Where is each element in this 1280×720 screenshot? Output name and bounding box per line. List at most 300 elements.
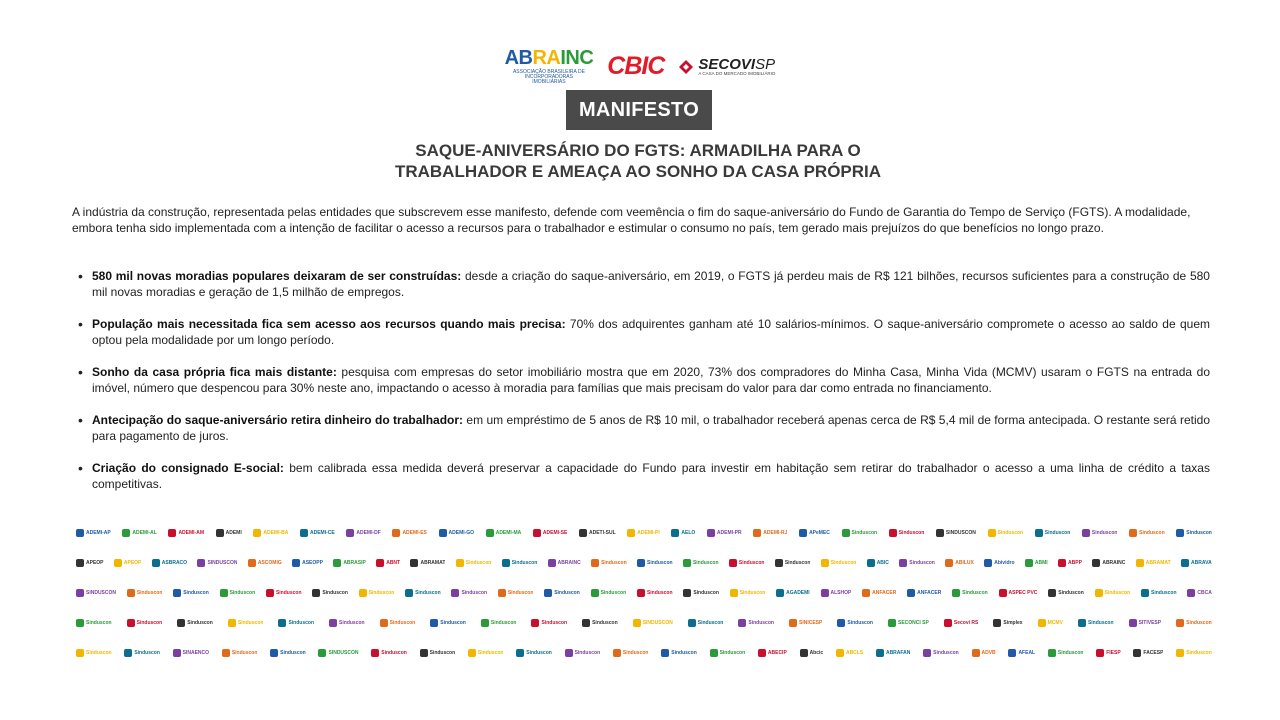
bullet-text: pesquisa com empresas do setor imobiliário mostra que em 2020, 73% dos compradores do Minha Casa, Minha Vida (MCMV) usaram o FGTS na entrada do imóvel, número que despencou para 30% neste ano, impactando o acesso à moradia para famílias que mais precisam do valor para dar como entrada no financiamento. [92, 365, 1210, 395]
sponsor-mark-icon [76, 529, 84, 537]
sponsor-name: Sinduscon [622, 650, 649, 656]
sponsor-name: APEOP [86, 560, 104, 566]
sponsor-logo [420, 645, 456, 661]
sponsor-logo [591, 555, 627, 571]
sponsor-logo [430, 615, 466, 631]
sponsor-logo [533, 525, 567, 541]
sponsor-mark-icon [988, 529, 996, 537]
sponsor-logo [124, 645, 160, 661]
sponsor-name: Sinduscon [465, 560, 492, 566]
sponsor-mark-icon [127, 589, 135, 597]
sponsor-logo [923, 645, 959, 661]
sponsor-logo [248, 555, 282, 571]
sponsor-logo [627, 525, 660, 541]
sponsor-name: ADEMI-DF [356, 530, 381, 536]
sponsor-name: Sinduscon [322, 590, 348, 596]
sponsor-mark-icon [1176, 619, 1184, 627]
sponsor-name: ABIC [876, 560, 889, 566]
sponsor-name: ASCOMIG [257, 560, 282, 566]
sponsor-logo [76, 615, 112, 631]
sponsor-name: Sinduscon [1091, 530, 1118, 536]
sponsor-mark-icon [548, 559, 556, 567]
bullet-list [76, 268, 1210, 508]
sponsor-name: Sinduscon [692, 560, 719, 566]
sponsor-mark-icon [952, 589, 960, 597]
sponsor-logo-grid [76, 518, 1212, 668]
sponsor-logo [76, 555, 104, 571]
page-title-line-2: TRABALHADOR E AMEAÇA AO SONHO DA CASA PRÓPRIA [394, 162, 882, 181]
sponsor-name: ADEMI [225, 530, 242, 536]
sponsor-logo [888, 615, 929, 631]
sponsor-name: ADEMI-MA [495, 530, 522, 536]
sponsor-name: Sinduscon [389, 620, 416, 626]
sponsor-name: ADEMI-SE [542, 530, 568, 536]
sponsor-name: ABRAINC [557, 560, 581, 566]
sponsor-mark-icon [753, 529, 761, 537]
bullet-text: desde a criação do saque-aniversário, em 2019, o FGTS já perdeu mais de R$ 121 bilhões, recursos suficientes para a construção de 580 mil novas moradias e geração de 1,5 milhão de empregos. [92, 269, 1210, 299]
sponsor-name: Sinduscon [738, 560, 765, 566]
sponsor-name: Sinduscon [1104, 590, 1131, 596]
sponsor-name: Sinduscon [507, 590, 534, 596]
sponsor-mark-icon [993, 619, 1001, 627]
sponsor-mark-icon [789, 619, 797, 627]
sponsor-name: Sinduscon [1186, 650, 1212, 656]
sponsor-logo [1133, 645, 1163, 661]
sponsor-name: Sinduscon [962, 590, 988, 596]
sponsor-logo [633, 615, 673, 631]
sponsor-mark-icon [451, 589, 459, 597]
sponsor-mark-icon [821, 589, 829, 597]
sponsor-mark-icon [776, 589, 784, 597]
sponsor-row [76, 578, 1212, 608]
sponsor-mark-icon [637, 559, 645, 567]
secovi-logo: SECOVISP A CASA DO MERCADO IMOBILIÁRIO [678, 57, 775, 77]
sponsor-name: Sinduscon [86, 650, 112, 656]
sponsor-logo [177, 615, 213, 631]
sponsor-logo [582, 615, 618, 631]
sponsor-row [76, 638, 1212, 668]
sponsor-logo [1176, 615, 1212, 631]
sponsor-name: SITIVESP [1138, 620, 1162, 626]
sponsor-mark-icon [627, 529, 635, 537]
sponsor-logo [1095, 585, 1131, 601]
sponsor-mark-icon [613, 649, 621, 657]
sponsor-logo [173, 585, 209, 601]
sponsor-name: ABCLS [845, 650, 864, 656]
sponsor-name: ADETI-SUL [588, 530, 616, 536]
sponsor-name: Sinduscon [368, 590, 395, 596]
bullet-heading: 580 mil novas moradias populares deixaram de ser construídas: [92, 269, 462, 283]
sponsor-name: Sinduscon [477, 650, 504, 656]
sponsor-name: Sinduscon [601, 560, 627, 566]
sponsor-logo [152, 555, 187, 571]
sponsor-name: Sinduscon [933, 650, 959, 656]
sponsor-name: ALSHOP [830, 590, 852, 596]
bullet-text: em um empréstimo de 5 anos de R$ 10 mil, o trabalhador receberá apenas cerca de R$ 5,4 mil de forma antecipada. O restante será retido para pagamento de juros. [92, 413, 1210, 443]
sponsor-mark-icon [486, 529, 494, 537]
sponsor-logo [1078, 615, 1114, 631]
sponsor-mark-icon [168, 529, 176, 537]
sponsor-name: AGADEMI [786, 590, 810, 596]
sponsor-logo [312, 585, 348, 601]
sponsor-name: Sinduscon [748, 620, 774, 626]
sponsor-name: CBCA [1197, 590, 1212, 596]
sponsor-mark-icon [127, 619, 135, 627]
sponsor-mark-icon [371, 649, 379, 657]
sponsor-mark-icon [173, 589, 181, 597]
sponsor-name: ADEMI-AL [132, 530, 157, 536]
sponsor-logo [222, 645, 258, 661]
sponsor-logo [710, 645, 746, 661]
sponsor-logo [799, 525, 830, 541]
sponsor-name: Sinduscon [739, 590, 766, 596]
sponsor-logo [292, 555, 323, 571]
sponsor-name: Secovi RS [953, 620, 979, 626]
sponsor-mark-icon [197, 559, 205, 567]
sponsor-mark-icon [842, 529, 850, 537]
sponsor-logo [216, 525, 242, 541]
sponsor-name: ADEMI-BA [263, 530, 289, 536]
sponsor-name: Sinduscon [541, 620, 568, 626]
sponsor-name: Sinduscon [697, 620, 724, 626]
sponsor-name: Sinduscon [554, 590, 580, 596]
sponsor-mark-icon [430, 619, 438, 627]
sponsor-name: Sinduscon [461, 590, 488, 596]
secovi-mark-icon [678, 59, 694, 75]
sponsor-mark-icon [544, 589, 552, 597]
sponsor-logo [439, 525, 475, 541]
sponsor-name: ABRAINC [1102, 560, 1126, 566]
sponsor-logo [1008, 645, 1035, 661]
sponsor-mark-icon [376, 559, 384, 567]
sponsor-mark-icon [671, 529, 679, 537]
sponsor-name: Sinduscon [646, 590, 673, 596]
bullet-item [76, 460, 1210, 492]
sponsor-logo [410, 555, 445, 571]
sponsor-name: Sinduscon [415, 590, 441, 596]
sponsor-mark-icon [1181, 559, 1189, 567]
sponsor-logo [1141, 585, 1177, 601]
sponsor-logo [481, 615, 517, 631]
sponsor-name: Sinduscon [134, 650, 160, 656]
sponsor-logo [278, 615, 314, 631]
sponsor-mark-icon [637, 589, 645, 597]
sponsor-row [76, 518, 1212, 548]
sponsor-name: Sinduscon [511, 560, 538, 566]
sponsor-mark-icon [867, 559, 875, 567]
sponsor-logo [266, 585, 302, 601]
sponsor-logo [837, 615, 873, 631]
sponsor-mark-icon [173, 649, 181, 657]
sponsor-logo [738, 615, 774, 631]
sponsor-name: Sinduscon [1057, 650, 1084, 656]
sponsor-logo [579, 525, 616, 541]
sponsor-mark-icon [312, 589, 320, 597]
sponsor-logo [1176, 645, 1212, 661]
sponsor-mark-icon [533, 529, 541, 537]
sponsor-logo [671, 525, 695, 541]
sponsor-logo [1058, 555, 1082, 571]
sponsor-mark-icon [266, 589, 274, 597]
sponsor-name: ABRAVA [1191, 560, 1212, 566]
sponsor-name: ANFACER [872, 590, 897, 596]
sponsor-logo [836, 645, 863, 661]
sponsor-mark-icon [177, 619, 185, 627]
sponsor-name: Sinduscon [1139, 530, 1165, 536]
sponsor-logo [683, 585, 719, 601]
sponsor-name: Sinduscon [693, 590, 719, 596]
header-logos [0, 48, 1280, 85]
sponsor-logo [300, 525, 335, 541]
sponsor-name: Sinduscon [490, 620, 517, 626]
sponsor-mark-icon [738, 619, 746, 627]
sponsor-name: Sinduscon [440, 620, 466, 626]
sponsor-mark-icon [114, 559, 122, 567]
sponsor-mark-icon [730, 589, 738, 597]
sponsor-mark-icon [516, 649, 524, 657]
sponsor-mark-icon [270, 649, 278, 657]
sponsor-mark-icon [1092, 559, 1100, 567]
sponsor-logo [548, 555, 581, 571]
sponsor-logo [707, 525, 742, 541]
sponsor-logo [1048, 645, 1084, 661]
sponsor-logo [173, 645, 209, 661]
sponsor-name: ADVB [981, 650, 996, 656]
sponsor-mark-icon [972, 649, 980, 657]
sponsor-mark-icon [152, 559, 160, 567]
sponsor-name: Abividro [994, 560, 1015, 566]
sponsor-mark-icon [300, 529, 308, 537]
sponsor-mark-icon [216, 529, 224, 537]
sponsor-logo [775, 555, 811, 571]
sponsor-mark-icon [936, 529, 944, 537]
sponsor-mark-icon [1187, 589, 1195, 597]
abrainc-logo: ABRAINC ASSOCIAÇÃO BRASILEIRA DE INCORPORADORAS IMOBILIÁRIAS [504, 47, 594, 85]
sponsor-name: SINICESP [798, 620, 823, 626]
sponsor-name: Sinduscon [288, 620, 314, 626]
sponsor-logo [876, 645, 910, 661]
sponsor-name: ABPP [1068, 560, 1082, 566]
sponsor-logo [907, 585, 941, 601]
sponsor-name: Sinduscon [136, 620, 163, 626]
sponsor-name: Sinduscon [1186, 530, 1212, 536]
sponsor-name: ABRAFAN [885, 650, 911, 656]
bullet-text: bem calibrada essa medida deverá preservar a capacidade do Fundo para investir em habitação sem retirar do trabalhador o acesso a uma linha de crédito a taxas competitivas. [92, 461, 1210, 491]
sponsor-logo [944, 615, 978, 631]
sponsor-name: Sinduscon [275, 590, 302, 596]
cbic-logo: CBIC [607, 52, 665, 80]
sponsor-name: Sinduscon [830, 560, 857, 566]
sponsor-name: ASBRACO [161, 560, 188, 566]
sponsor-mark-icon [579, 529, 587, 537]
sponsor-logo [1181, 555, 1212, 571]
sponsor-name: Sinduscon [1058, 590, 1084, 596]
sponsor-name: APeMEC [809, 530, 830, 536]
sponsor-mark-icon [758, 649, 766, 657]
sponsor-name: AELO [681, 530, 696, 536]
sponsor-logo [661, 645, 697, 661]
sponsor-logo [371, 645, 407, 661]
sponsor-logo [1096, 645, 1120, 661]
sponsor-mark-icon [683, 589, 691, 597]
sponsor-mark-icon [76, 589, 84, 597]
sponsor-mark-icon [456, 559, 464, 567]
sponsor-logo [936, 525, 976, 541]
sponsor-mark-icon [800, 649, 808, 657]
sponsor-logo [730, 585, 766, 601]
sponsor-row [76, 608, 1212, 638]
page-title [0, 140, 1276, 182]
sponsor-mark-icon [380, 619, 388, 627]
sponsor-name: Sinduscon [231, 650, 258, 656]
bullet-item [76, 316, 1210, 348]
sponsor-name: ADEMI-GO [448, 530, 475, 536]
sponsor-mark-icon [862, 589, 870, 597]
sponsor-logo [1038, 615, 1063, 631]
sponsor-mark-icon [329, 619, 337, 627]
sponsor-name: Sinduscon [187, 620, 213, 626]
sponsor-logo [613, 645, 649, 661]
sponsor-logo [346, 525, 380, 541]
sponsor-name: SINAENCO [182, 650, 210, 656]
sponsor-mark-icon [359, 589, 367, 597]
sponsor-mark-icon [124, 649, 132, 657]
sponsor-logo [842, 525, 878, 541]
sponsor-logo [1129, 615, 1162, 631]
sponsor-name: Sinduscon [784, 560, 811, 566]
sponsor-mark-icon [278, 619, 286, 627]
sponsor-logo [1187, 585, 1211, 601]
sponsor-name: Sinduscon [429, 650, 456, 656]
sponsor-name: Sinduscon [647, 560, 673, 566]
sponsor-mark-icon [688, 619, 696, 627]
sponsor-name: Sinduscon [671, 650, 697, 656]
sponsor-name: Sinduscon [526, 650, 552, 656]
bullet-heading: Criação do consignado E-social: [92, 461, 284, 475]
sponsor-mark-icon [683, 559, 691, 567]
sponsor-name: Sinduscon [909, 560, 935, 566]
sponsor-mark-icon [76, 649, 84, 657]
sponsor-logo [753, 525, 787, 541]
sponsor-name: ABRASIP [343, 560, 366, 566]
sponsor-logo [486, 525, 522, 541]
sponsor-name: FACESP [1143, 650, 1164, 656]
sponsor-mark-icon [392, 529, 400, 537]
sponsor-mark-icon [1136, 559, 1144, 567]
sponsor-logo [952, 585, 988, 601]
sponsor-logo [122, 525, 156, 541]
bullet-item [76, 268, 1210, 300]
sponsor-logo [333, 555, 366, 571]
sponsor-mark-icon [821, 559, 829, 567]
sponsor-mark-icon [945, 559, 953, 567]
sponsor-name: ASPEC PVC [1008, 590, 1038, 596]
sponsor-name: Sinduscon [136, 590, 163, 596]
sponsor-mark-icon [565, 649, 573, 657]
sponsor-logo [516, 645, 552, 661]
sponsor-mark-icon [984, 559, 992, 567]
sponsor-logo [1025, 555, 1048, 571]
sponsor-name: ADEMI-RJ [763, 530, 788, 536]
sponsor-logo [1035, 525, 1071, 541]
sponsor-mark-icon [899, 559, 907, 567]
sponsor-logo [988, 525, 1024, 541]
sponsor-logo [76, 645, 112, 661]
sponsor-mark-icon [439, 529, 447, 537]
sponsor-mark-icon [228, 619, 236, 627]
sponsor-mark-icon [1129, 529, 1137, 537]
sponsor-name: MCMV [1047, 620, 1063, 626]
sponsor-logo [127, 585, 163, 601]
sponsor-name: Sinduscon [592, 620, 618, 626]
sponsor-mark-icon [76, 559, 84, 567]
sponsor-mark-icon [253, 529, 261, 537]
sponsor-logo [380, 615, 416, 631]
sponsor-mark-icon [907, 589, 915, 597]
sponsor-logo [683, 555, 719, 571]
manifesto-badge: MANIFESTO [566, 90, 712, 130]
sponsor-name: AFEAL [1018, 650, 1036, 656]
sponsor-mark-icon [1048, 589, 1056, 597]
sponsor-name: SINDUSCON [642, 620, 673, 626]
sponsor-name: Sinduscon [1150, 590, 1177, 596]
sponsor-mark-icon [1082, 529, 1090, 537]
sponsor-logo [637, 585, 673, 601]
sponsor-logo [456, 555, 492, 571]
sponsor-name: ABILUX [955, 560, 974, 566]
sponsor-mark-icon [999, 589, 1007, 597]
sponsor-logo [114, 555, 142, 571]
sponsor-mark-icon [661, 649, 669, 657]
sponsor-mark-icon [923, 649, 931, 657]
sponsor-logo [359, 585, 395, 601]
sponsor-mark-icon [410, 559, 418, 567]
sponsor-mark-icon [248, 559, 256, 567]
sponsor-name: Sinduscon [1087, 620, 1114, 626]
sponsor-name: SECONCI SP [897, 620, 929, 626]
sponsor-name: SINDUSCON [945, 530, 976, 536]
sponsor-name: ASEOPP [302, 560, 323, 566]
sponsor-logo [821, 585, 852, 601]
sponsor-mark-icon [710, 649, 718, 657]
sponsor-mark-icon [1078, 619, 1086, 627]
sponsor-mark-icon [1008, 649, 1016, 657]
sponsor-name: Sinduscon [847, 620, 873, 626]
sponsor-name: Sinduscon [600, 590, 627, 596]
sponsor-name: Sinduscon [229, 590, 256, 596]
sponsor-logo [127, 615, 163, 631]
sponsor-logo [1136, 555, 1171, 571]
sponsor-row [76, 548, 1212, 578]
sponsor-logo [1048, 585, 1084, 601]
sponsor-logo [758, 645, 787, 661]
sponsor-mark-icon [468, 649, 476, 657]
sponsor-mark-icon [582, 619, 590, 627]
sponsor-name: Sinduscon [719, 650, 746, 656]
sponsor-logo [329, 615, 365, 631]
sponsor-logo [502, 555, 538, 571]
sponsor-logo [392, 525, 426, 541]
sponsor-name: Sinduscon [574, 650, 601, 656]
sponsor-mark-icon [889, 529, 897, 537]
sponsor-name: ADEMI-AP [86, 530, 111, 536]
sponsor-logo [253, 525, 288, 541]
sponsor-mark-icon [531, 619, 539, 627]
sponsor-mark-icon [222, 649, 230, 657]
sponsor-mark-icon [1025, 559, 1033, 567]
bullet-heading: Sonho da casa própria fica mais distante: [92, 365, 337, 379]
sponsor-mark-icon [1129, 619, 1137, 627]
